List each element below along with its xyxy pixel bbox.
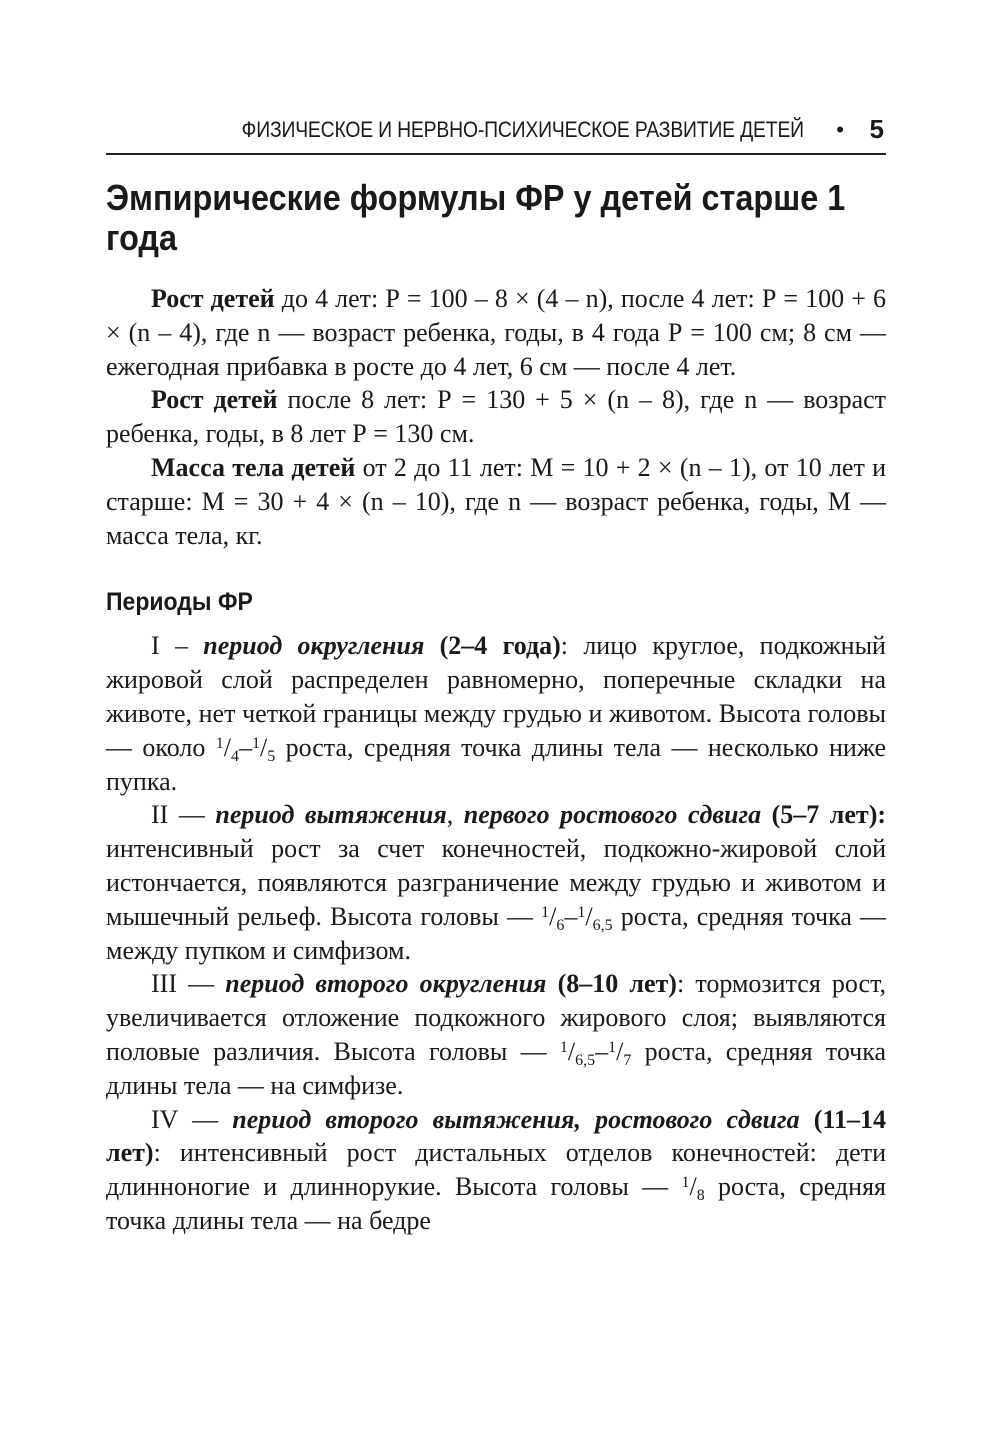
punct: – — [238, 732, 252, 762]
fraction-numerator: 1 — [559, 1038, 568, 1056]
period-3: III — период второго округления (8–10 лет): тормозится рост, увеличивается отложение подкожного жирового слоя; выявляются половые различия. Высота головы — $^1/_{6,5}-^1/_7$ роста, средняя точка длины тела — на симфизе. — [106, 969, 887, 1100]
term: Рост детей — [151, 385, 278, 415]
section-title: Эмпирические формулы ФР у детей старше 1 года — [106, 177, 846, 258]
fraction-numerator: 1 — [577, 903, 586, 921]
paragraph-height-after-8 — [106, 383, 886, 451]
paragraph-text: : интенсивный рост дистальных отделов конечностей: дети длинноногие и длиннорукие. Высота головы — — [106, 1138, 886, 1202]
page-number: 5 — [869, 114, 884, 144]
paragraph-text: интенсивный рост за счет конечностей, подкожно-жировой слой истончается, появляются разграничение между грудью и животом и мышечный рельеф. Высота головы — — [106, 834, 886, 931]
period-name: период второго вытяжения, ростового сдвига — [232, 1104, 800, 1134]
period-number: IV — — [151, 1104, 233, 1134]
fraction-denominator: 6 — [556, 916, 565, 934]
paragraph-height-under-4 — [106, 282, 886, 383]
fraction-denominator: 7 — [623, 1051, 632, 1069]
fraction-numerator: 1 — [251, 734, 260, 752]
running-header — [106, 115, 886, 155]
paragraph-text: роста, средняя точка длины тела — на симфизе. — [106, 1036, 887, 1100]
fraction-denominator: 5 — [267, 747, 276, 765]
period-2: II — период вытяжения, первого ростового сдвига (5–7 лет): интенсивный рост за счет конечностей, подкожно-жировой слой истончается, появляются разграничение между грудью и животом и мышечный рельеф. Высота головы — $^1/_6-^1/_{6,5}$ роста, средняя точка — между пупком и симфизом. — [106, 800, 887, 965]
paragraph-text: от 2 до 11 лет: М = 10 + 2 × (n – 1), от 10 лет и старше: М = 30 + 4 × (n – 10), где n — возраст ребенка, годы, М — масса тела, кг. — [106, 452, 886, 550]
period-1: I – период округления (2–4 года): лицо круглое, подкожный жировой слой распределен равномерно, поперечные складки на животе, нет четкой границы между грудью и животом. Высота головы — около $^1/_4-^1/_5$ роста, средняя точка длины тела — несколько ниже пупка. — [106, 631, 886, 796]
period-name: период второго округления — [225, 969, 547, 999]
fraction-denominator: 6,5 — [575, 1051, 596, 1069]
paragraph-text: после 8 лет: Р = 130 + 5 × (n – 8), где n — возраст ребенка, годы, в 8 лет Р = 130 см. — [106, 385, 887, 449]
term: Масса тела детей — [151, 452, 356, 482]
period-name: период вытяжения — [215, 800, 447, 830]
header-bullet: • — [836, 117, 844, 142]
term: Рост детей — [151, 284, 275, 313]
period-4: IV — период второго вытяжения, ростового сдвига (11–14 лет): интенсивный рост дистальных отделов конечностей: дети длинноногие и длиннорукие. Высота головы — $^1/_8$ роста, средняя точка длины тела — на бедре — [106, 1104, 886, 1235]
fraction-denominator: 6,5 — [592, 916, 613, 934]
period-name: первого ростового сдвига — [463, 800, 762, 830]
punct: – — [564, 901, 578, 931]
paragraph-text: : тормозится рост, увеличивается отложение подкожного жирового слоя; выявляются половые различия. Высота головы — — [106, 969, 887, 1066]
paragraph-body-mass — [106, 451, 886, 552]
fraction-numerator: 1 — [608, 1038, 617, 1056]
fraction-numerator: 1 — [215, 734, 224, 752]
paragraph-text: лицо круглое, подкожный жировой слой распределен равномерно, поперечные складки на животе, нет четкой границы между грудью и животом. Высота головы — около — [106, 631, 886, 762]
period-number: III — — [151, 969, 226, 999]
paragraph-text: роста, средняя точка длины тела — несколько ниже пупка. — [106, 732, 886, 796]
punct: : — [560, 631, 584, 661]
period-ages: (2–4 года) — [424, 631, 561, 661]
paragraph-text: до 4 лет: Р = 100 – 8 × (4 – n), после 4 лет: Р = 100 + 6 × (n – 4), где n — возраст ребенка, годы, в 4 года Р = 100 см; 8 см — ежегодная прибавка в росте до 4 лет, 6 см — после 4 лет. — [106, 284, 887, 381]
paragraph-text: роста, средняя точка — между пупком и симфизом. — [106, 901, 887, 965]
fraction-denominator: 8 — [696, 1187, 705, 1205]
period-ages: (5–7 лет): — [761, 800, 887, 830]
paragraph-text: роста, средняя точка длины тела — на бедре — [106, 1172, 886, 1235]
body-text — [106, 282, 886, 1238]
fraction-numerator: 1 — [681, 1174, 690, 1192]
period-number: I – — [151, 631, 204, 661]
period-number: II — — [151, 800, 216, 830]
fraction-numerator: 1 — [541, 903, 550, 921]
running-header-title: ФИЗИЧЕСКОЕ И НЕРВНО-ПСИХИЧЕСКОЕ РАЗВИТИЕ ДЕТЕЙ — [241, 117, 804, 142]
punct: – — [595, 1036, 609, 1066]
punct: , — [446, 800, 464, 830]
subheading-periods: Периоды ФР — [106, 588, 253, 617]
period-ages: (11–14 лет) — [106, 1104, 886, 1168]
period-name: период округления — [203, 631, 425, 661]
period-ages: (8–10 лет) — [546, 969, 677, 999]
fraction-denominator: 4 — [230, 747, 239, 765]
